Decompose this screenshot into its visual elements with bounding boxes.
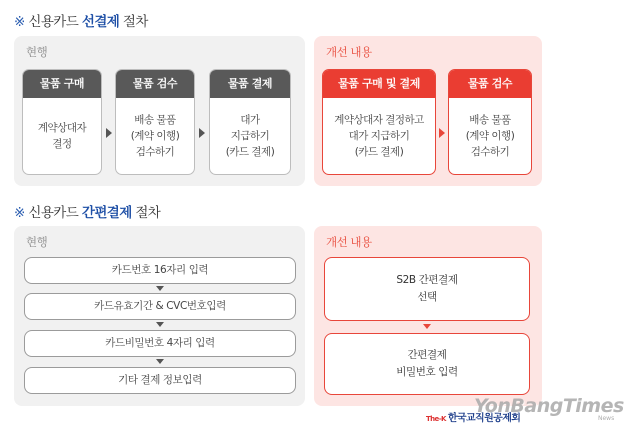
step-card-password: 카드비밀번호 4자리 입력 (24, 330, 296, 357)
section-title-simple-payment: ※ 신용카드 간편결제 절차 (14, 205, 161, 221)
panel-label-improved: 개선 내용 (326, 235, 372, 249)
step-card-inspection: 물품 검수 배송 물품 (계약 이행) 검수하기 (115, 69, 195, 175)
improved-process-panel (314, 36, 542, 186)
organization-logo: The-K 한국교직원공제회 (426, 413, 521, 424)
arrow-down-icon (156, 286, 164, 291)
arrow-right-icon (106, 128, 112, 138)
step-simple-payment-password: 간편결제 비밀번호 입력 (324, 333, 530, 395)
current-input-panel (14, 226, 305, 406)
watermark-text: YonBangTimes (474, 395, 624, 417)
step-card-number: 카드번호 16자리 입력 (24, 257, 296, 284)
step-card-expiry-cvc: 카드유효기간 & CVC번호입력 (24, 293, 296, 320)
arrow-right-icon (199, 128, 205, 138)
step-card-payment: 물품 결제 대가 지급하기 (카드 결제) (209, 69, 291, 175)
step-other-payment-info: 기타 결제 정보입력 (24, 367, 296, 394)
panel-label-improved: 개선 내용 (326, 45, 372, 59)
panel-label-current: 현행 (26, 45, 48, 59)
step-card-purchase: 물품 구매 계약상대자 결정 (22, 69, 102, 175)
section-title-prepayment: ※ 신용카드 선결제 절차 (14, 14, 148, 30)
step-card-inspection-improved: 물품 검수 배송 물품 (계약 이행) 검수하기 (448, 69, 532, 175)
arrow-down-icon (423, 324, 431, 329)
watermark-subtext: News (598, 415, 615, 422)
step-s2b-simple-payment: S2B 간편결제 선택 (324, 257, 530, 321)
step-card-purchase-and-payment: 물품 구매 및 결제 계약상대자 결정하고 대가 지급하기 (카드 결제) (322, 69, 436, 175)
arrow-down-icon (156, 322, 164, 327)
current-process-panel (14, 36, 305, 186)
arrow-right-icon (439, 128, 445, 138)
panel-label-current: 현행 (26, 235, 48, 249)
arrow-down-icon (156, 359, 164, 364)
improved-input-panel (314, 226, 542, 406)
